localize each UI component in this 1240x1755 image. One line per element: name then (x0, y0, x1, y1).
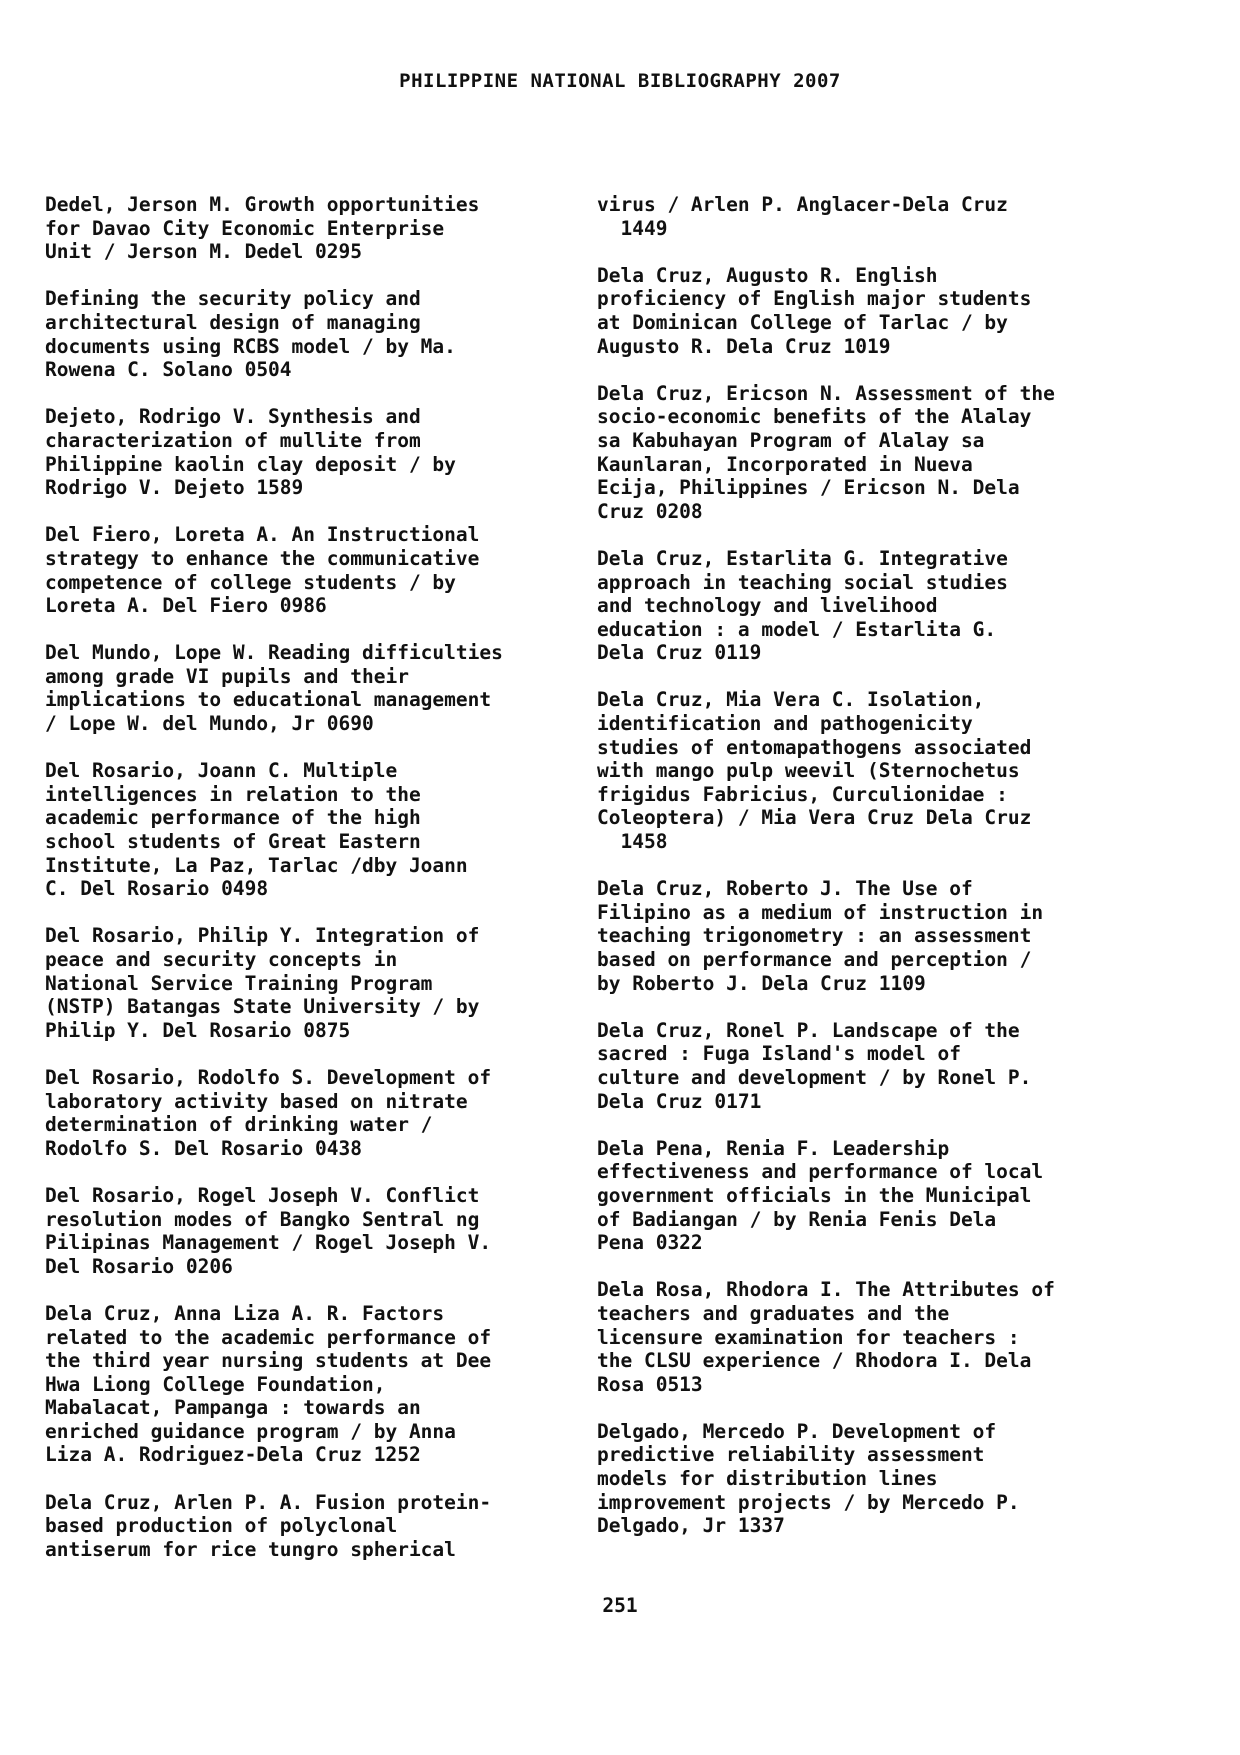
entry-line: Del Rosario, Rodolfo S. Development of (45, 1065, 492, 1089)
bibliography-entry (597, 1019, 1117, 1113)
entry-line: Mabalacat, Pampanga : towards an (45, 1396, 421, 1420)
entry-line: strategy to enhance the communicative (45, 546, 480, 570)
entry-line: government officials in the Municipal (597, 1183, 1032, 1207)
entry-line: implications to educational management (45, 688, 492, 712)
bibliography-entry (597, 547, 1117, 665)
bibliography-entry (45, 1184, 565, 1278)
entry-line: Kaunlaran, Incorporated in Nueva (597, 452, 973, 476)
bibliography-entry (45, 759, 565, 901)
entry-line: Filipino as a medium of instruction in (597, 900, 1044, 924)
bibliography-entry (597, 1137, 1117, 1255)
entry-line: related to the academic performance of (45, 1325, 492, 1349)
entry-line: Dela Pena, Renia F. Leadership (597, 1136, 950, 1160)
entry-line: Dela Cruz, Ericson N. Assessment of the (597, 381, 1055, 405)
bibliography-entry (597, 877, 1117, 995)
entry-line: the third year nursing students at Dee (45, 1349, 492, 1373)
entry-line: models for distribution lines (597, 1467, 938, 1491)
entry-line: Rodrigo V. Dejeto 1589 (45, 476, 304, 500)
entry-line: among grade VI pupils and their (45, 664, 409, 688)
entry-line: resolution modes of Bangko Sentral ng (45, 1207, 480, 1231)
entry-line: Dela Cruz, Augusto R. English (597, 263, 938, 287)
bibliography-entry (597, 688, 1117, 853)
entry-line: Philip Y. Del Rosario 0875 (45, 1018, 351, 1042)
bibliography-entry (45, 405, 565, 499)
entry-line: approach in teaching social studies (597, 570, 1008, 594)
entry-line: of Badiangan / by Renia Fenis Dela (597, 1207, 997, 1231)
entry-line: predictive reliability assessment (597, 1443, 985, 1467)
bibliography-entry (45, 641, 565, 735)
left-column (45, 193, 565, 1585)
entry-line: determination of drinking water / (45, 1113, 433, 1137)
bibliography-entry (45, 1302, 565, 1467)
entry-line: identification and pathogenicity (597, 712, 973, 736)
bibliography-entry (597, 193, 1117, 240)
entry-line: competence of college students / by (45, 570, 456, 594)
entry-line: education : a model / Estarlita G. (597, 617, 997, 641)
entry-line: Del Mundo, Lope W. Reading difficulties (45, 641, 503, 665)
entry-line: Coleoptera) / Mia Vera Cruz Dela Cruz (597, 806, 1032, 830)
entry-line: laboratory activity based on nitrate (45, 1089, 468, 1113)
entry-line: Del Rosario, Joann C. Multiple (45, 759, 398, 783)
entry-line: teachers and graduates and the (597, 1301, 950, 1325)
entry-line: Cruz 0208 (597, 499, 703, 523)
entry-line: teaching trigonometry : an assessment (597, 924, 1032, 948)
entry-line: Dela Cruz, Ronel P. Landscape of the (597, 1018, 1020, 1042)
entry-line: proficiency of English major students (597, 287, 1032, 311)
entry-line: Dela Cruz, Arlen P. A. Fusion protein- (45, 1490, 492, 1514)
entry-line: at Dominican College of Tarlac / by (597, 310, 1008, 334)
entry-line: licensure examination for teachers : (597, 1325, 1020, 1349)
entry-line: effectiveness and performance of local (597, 1160, 1044, 1184)
entry-line: for Davao City Economic Enterprise (45, 216, 445, 240)
entry-line: based on performance and perception / (597, 948, 1032, 971)
entry-line: peace and security concepts in (45, 948, 398, 971)
entry-line: Liza A. Rodriguez-Dela Cruz 1252 (45, 1443, 421, 1467)
entry-line: antiserum for rice tungro spherical (45, 1537, 456, 1561)
entry-line: and technology and livelihood (597, 594, 938, 618)
entry-line: architectural design of managing (45, 310, 421, 334)
entry-line: Dela Cruz 0119 (597, 641, 762, 665)
entry-line: Defining the security policy and (45, 287, 421, 311)
bibliography-entry (597, 1278, 1117, 1396)
bibliography-entry (597, 264, 1117, 358)
entry-line: Dela Rosa, Rhodora I. The Attributes of (597, 1278, 1055, 1302)
entry-line: with mango pulp weevil (Sternochetus (597, 759, 1020, 783)
entry-line: Dejeto, Rodrigo V. Synthesis and (45, 405, 421, 429)
entry-line: enriched guidance program / by Anna (45, 1419, 456, 1443)
bibliography-entry (597, 382, 1117, 524)
entry-line: Dela Cruz 0171 (597, 1089, 762, 1113)
entry-line: Del Fiero, Loreta A. An Instructional (45, 523, 480, 547)
entry-line: Delgado, Mercedo P. Development of (597, 1419, 997, 1443)
bibliography-entry (45, 287, 565, 381)
right-column (597, 193, 1117, 1561)
entry-line: Rodolfo S. Del Rosario 0438 (45, 1136, 362, 1160)
entry-line: Rowena C. Solano 0504 (45, 358, 292, 382)
entry-line: Augusto R. Dela Cruz 1019 (597, 334, 891, 358)
bibliography-entry (597, 1420, 1117, 1538)
entry-line: Hwa Liong College Foundation, (45, 1372, 386, 1396)
entry-line: characterization of mullite from (45, 428, 421, 452)
entry-line: intelligences in relation to the (45, 782, 421, 806)
entry-line: improvement projects / by Mercedo P. (597, 1490, 1020, 1514)
entry-line: academic performance of the high (45, 806, 421, 830)
bibliography-entry (45, 924, 565, 1042)
bibliography-entry (45, 193, 565, 264)
entry-line: Pilipinas Management / Rogel Joseph V. (45, 1231, 492, 1255)
entry-line: virus / Arlen P. Anglacer-Dela Cruz (597, 193, 1008, 216)
entry-line: Institute, La Paz, Tarlac /dby Joann (45, 853, 468, 877)
entry-line: Rosa 0513 (597, 1372, 703, 1396)
bibliography-entry (45, 523, 565, 617)
entry-line: Unit / Jerson M. Dedel 0295 (45, 240, 362, 264)
entry-line: studies of entomapathogens associated (597, 735, 1032, 759)
entry-line: Dedel, Jerson M. Growth opportunities (45, 193, 480, 216)
entry-line: documents using RCBS model / by Ma. (45, 334, 456, 358)
entry-line: Del Rosario, Rogel Joseph V. Conflict (45, 1183, 480, 1207)
entry-line: National Service Training Program (45, 971, 433, 995)
entry-line: Del Rosario 0206 (45, 1254, 233, 1278)
entry-line: (NSTP) Batangas State University / by (45, 995, 480, 1019)
entry-line: 1458 (597, 830, 668, 854)
entry-line: Dela Cruz, Roberto J. The Use of (597, 877, 973, 901)
entry-line: Loreta A. Del Fiero 0986 (45, 594, 327, 618)
entry-line: Delgado, Jr 1337 (597, 1514, 785, 1538)
entry-line: socio-economic benefits of the Alalay (597, 405, 1032, 429)
entry-line: by Roberto J. Dela Cruz 1109 (597, 971, 926, 995)
entry-line: Del Rosario, Philip Y. Integration of (45, 924, 480, 948)
page-number: 251 (602, 1594, 638, 1617)
entry-line: Dela Cruz, Mia Vera C. Isolation, (597, 688, 985, 712)
entry-line: / Lope W. del Mundo, Jr 0690 (45, 712, 374, 736)
entry-line: 1449 (597, 216, 668, 240)
entry-line: based production of polyclonal (45, 1514, 398, 1538)
entry-line: the CLSU experience / Rhodora I. Dela (597, 1349, 1032, 1373)
entry-line: Dela Cruz, Estarlita G. Integrative (597, 546, 1008, 570)
entry-line: C. Del Rosario 0498 (45, 877, 269, 901)
entry-line: Pena 0322 (597, 1231, 703, 1255)
entry-line: school students of Great Eastern (45, 830, 421, 854)
entry-line: frigidus Fabricius, Curculionidae : (597, 782, 1008, 806)
entry-line: sa Kabuhayan Program of Alalay sa (597, 428, 985, 452)
entry-line: Ecija, Philippines / Ericson N. Dela (597, 476, 1020, 500)
bibliography-entry (45, 1491, 565, 1562)
entry-line: culture and development / by Ronel P. (597, 1065, 1032, 1089)
entry-line: Philippine kaolin clay deposit / by (45, 452, 456, 476)
bibliography-entry (45, 1066, 565, 1160)
page-header-title: PHILIPPINE NATIONAL BIBLIOGRAPHY 2007 (399, 70, 841, 92)
entry-line: sacred : Fuga Island's model of (597, 1042, 961, 1066)
entry-line: Dela Cruz, Anna Liza A. R. Factors (45, 1301, 445, 1325)
